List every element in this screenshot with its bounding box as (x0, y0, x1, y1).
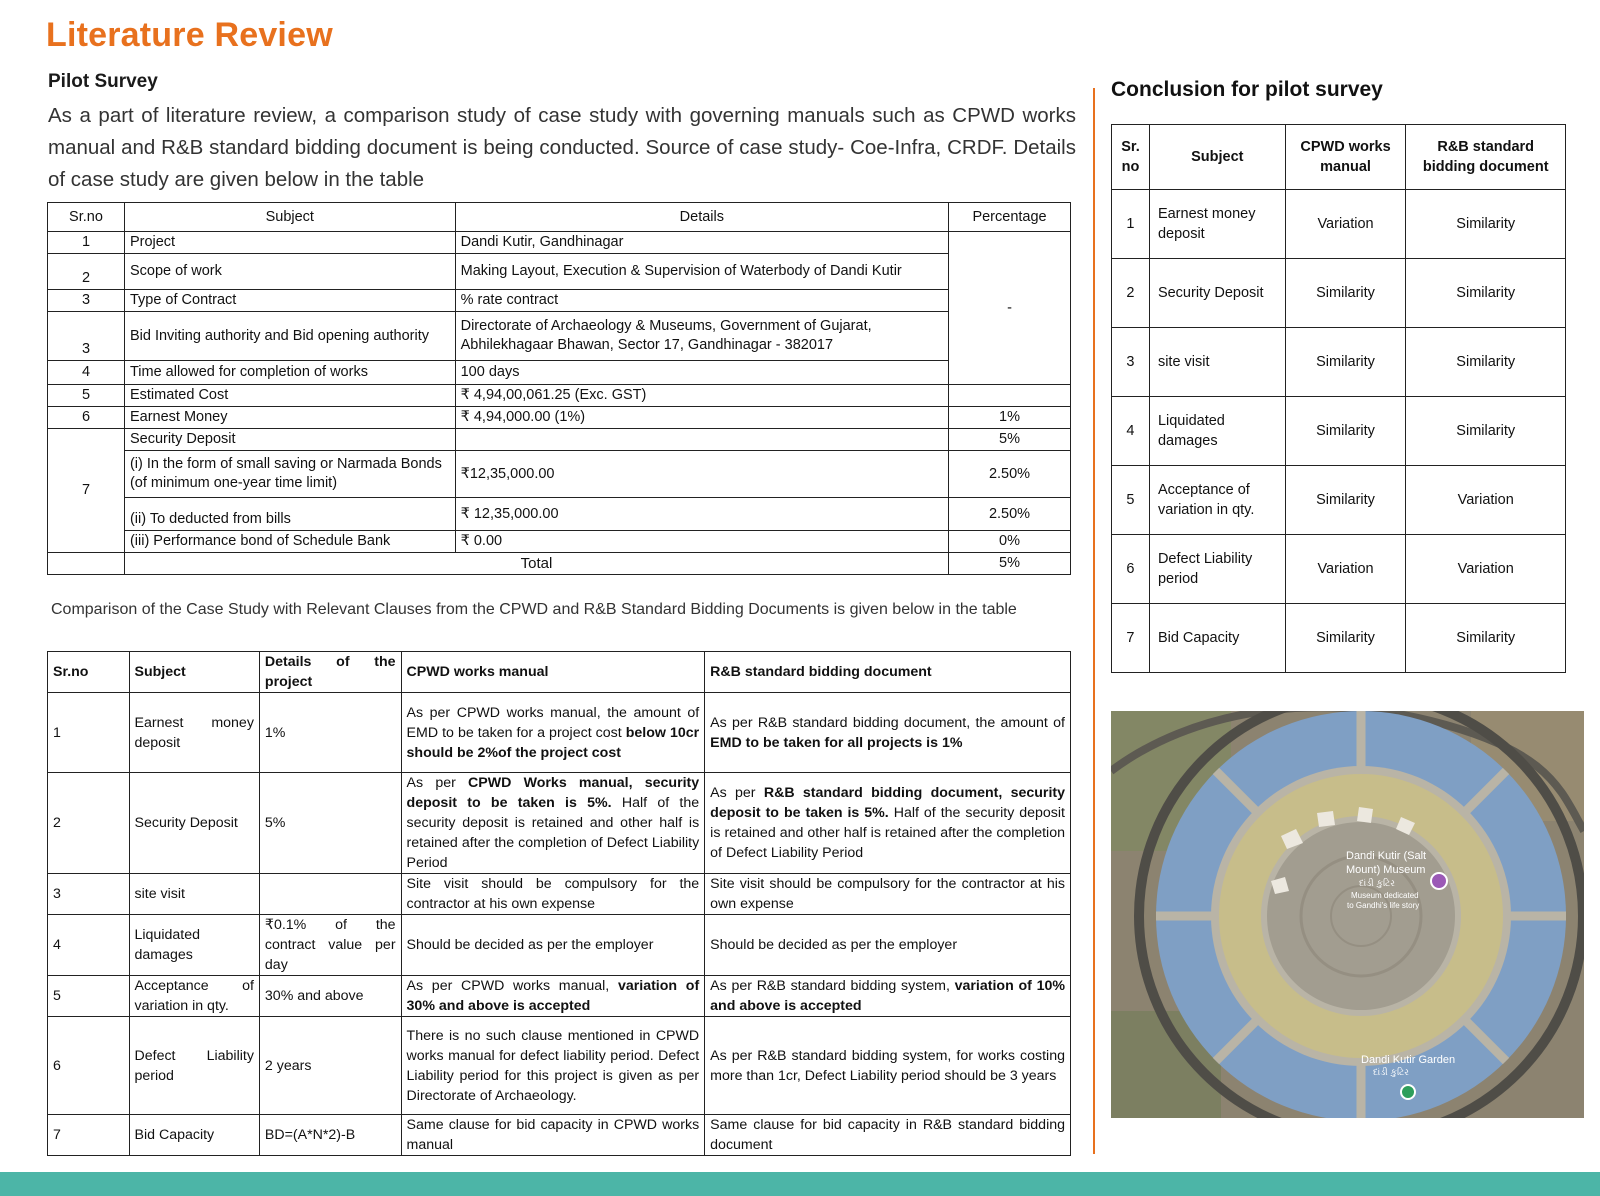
header-cell: R&B standard bidding document (705, 652, 1071, 693)
details-cell (455, 429, 948, 451)
table-row (48, 1115, 1071, 1156)
details-cell: ₹ 4,94,00,061.25 (Exc. GST) (455, 385, 948, 407)
map-image (1111, 711, 1584, 1118)
subject-cell: Scope of work (124, 254, 455, 290)
percentage-cell: 1% (949, 407, 1071, 429)
map-label: દાંડી કુટિર (1373, 1068, 1409, 1078)
sr-cell: 1 (48, 232, 125, 254)
percentage-cell (949, 385, 1071, 407)
map-label: Dandi Kutir Garden (1361, 1054, 1456, 1066)
table-row (48, 429, 1071, 451)
details-line: Abhilekhagaar Bhawan, Sector 17, Gandhinagar - 382017 (460, 337, 834, 353)
table-row (48, 312, 1071, 361)
subject-cell: Security Deposit (1149, 259, 1285, 328)
header-cell: Sr.no (48, 203, 125, 232)
sr-cell: 7 (1112, 604, 1150, 673)
comparison-table (47, 651, 1071, 1156)
subject-cell: Project (124, 232, 455, 254)
cpwd-text: Half of the security deposit is retained and other half is retained after the completion of Defect Liability Period (406, 795, 700, 871)
cpwd-cell: Variation (1285, 190, 1406, 259)
rb-cell: Should be decided as per the employer (705, 915, 1071, 976)
sr-cell: 4 (48, 915, 130, 976)
details-cell: 5% (259, 773, 401, 874)
rb-cell: Variation (1406, 535, 1566, 604)
subject-cell: Bid Capacity (1149, 604, 1285, 673)
header-cell: CPWD works manual (1285, 125, 1406, 190)
subject-cell: Estimated Cost (124, 385, 455, 407)
total-value: 5% (949, 553, 1071, 575)
details-cell: 30% and above (259, 976, 401, 1017)
total-row (48, 553, 1071, 575)
details-cell: Dandi Kutir, Gandhinagar (455, 232, 948, 254)
table-row (48, 976, 1071, 1017)
subject-line: (of minimum one-year time limit) (129, 475, 338, 491)
cpwd-cell: Similarity (1285, 259, 1406, 328)
cpwd-cell: Similarity (1285, 604, 1406, 673)
cpwd-text: As per CPWD works manual, the amount of EMD to be taken for a project cost (406, 704, 700, 741)
map-label: to Gandhi's life story (1347, 901, 1420, 910)
rb-cell: Site visit should be compulsory for the contractor at his own expense (705, 874, 1071, 915)
percentage-cell: 5% (949, 429, 1071, 451)
header-cell: Sr.no (48, 652, 130, 693)
subject-cell: Liquidated damages (129, 915, 259, 976)
cpwd-text: As per CPWD works manual, (406, 978, 618, 994)
table-row (48, 915, 1071, 976)
sr-cell: 5 (48, 976, 130, 1017)
museum-pin-icon[interactable] (1431, 873, 1447, 889)
rb-cell: Same clause for bid capacity in R&B standard bidding document (705, 1115, 1071, 1156)
total-label: Total (124, 553, 948, 575)
sr-cell: 3 (1112, 328, 1150, 397)
table-header-row (48, 652, 1071, 693)
satellite-map[interactable] (1111, 711, 1584, 1118)
sr-cell: 1 (1112, 190, 1150, 259)
table-row (48, 232, 1071, 254)
cpwd-emphasis: below 10cr should be 2%of the project cost (406, 724, 700, 761)
cpwd-text: As per (406, 775, 469, 791)
subject-cell: Acceptance of variation in qty. (1149, 466, 1285, 535)
percentage-cell: 2.50% (949, 498, 1071, 531)
header-cell: Details of the project (259, 652, 401, 693)
park-pin-icon[interactable] (1401, 1085, 1415, 1099)
cpwd-emphasis: variation of 30% and above is accepted (406, 978, 700, 1014)
subject-cell: Earnest money deposit (1149, 190, 1285, 259)
subject-cell: Earnest money deposit (129, 693, 259, 773)
table-row (48, 361, 1071, 385)
subject-cell: Earnest Money (124, 407, 455, 429)
rb-cell: Variation (1406, 466, 1566, 535)
map-label: Mount) Museum (1346, 864, 1426, 876)
table-row (48, 385, 1071, 407)
subject-cell: site visit (129, 874, 259, 915)
sr-cell: 5 (1112, 466, 1150, 535)
details-cell: 1% (259, 693, 401, 773)
table-row (1112, 190, 1566, 259)
sr-cell: 2 (1112, 259, 1150, 328)
details-cell: 2 years (259, 1017, 401, 1115)
percentage-cell: 0% (949, 531, 1071, 553)
table-row (1112, 328, 1566, 397)
sr-cell: 2 (48, 773, 130, 874)
cpwd-cell: Similarity (1285, 397, 1406, 466)
subject-cell: site visit (1149, 328, 1285, 397)
table-row (48, 773, 1071, 874)
rb-text: As per (710, 785, 764, 801)
details-cell: BD=(A*N*2)-B (259, 1115, 401, 1156)
details-cell: % rate contract (455, 290, 948, 312)
header-cell: Percentage (949, 203, 1071, 232)
conclusion-table (1111, 124, 1566, 673)
sr-cell: 4 (1112, 397, 1150, 466)
page-title: Literature Review (46, 16, 333, 54)
cpwd-cell: Variation (1285, 535, 1406, 604)
table-row (48, 254, 1071, 290)
comparison-caption: Comparison of the Case Study with Relevant Clauses from the CPWD and R&B Standard Bidding Documents is given below in the table (51, 601, 1017, 618)
rb-emphasis: EMD to be taken for all projects is 1% (710, 734, 963, 751)
sr-cell: 7 (48, 1115, 130, 1156)
cpwd-cell: Site visit should be compulsory for the contractor at his own expense (401, 874, 705, 915)
footer-bar (0, 1172, 1600, 1196)
table-header-row (48, 203, 1071, 232)
rb-text: Half of the security deposit is retained and other half is retained after the completion of Defect Liability Period (710, 805, 1065, 861)
details-cell: ₹0.1% of the contract value per day (259, 915, 401, 976)
cpwd-cell (401, 773, 705, 874)
rb-emphasis: variation of 10% and above is accepted (710, 978, 1065, 1014)
map-label: દાંડી કુટિર (1359, 879, 1395, 889)
percentage-cell: - (949, 232, 1071, 385)
sr-cell: 6 (1112, 535, 1150, 604)
rb-text: As per R&B standard bidding document, the amount of (710, 714, 1065, 731)
intro-paragraph: As a part of literature review, a comparison study of case study with governing manuals such as CPWD works manual and R&B standard bidding document is being conducted. Source of case study- Coe-Infra, CRDF. Details of case study are given below in the table (48, 104, 1076, 191)
subject-cell: Type of Contract (124, 290, 455, 312)
rb-cell (705, 773, 1071, 874)
header-cell: Details (455, 203, 948, 232)
table-row (48, 874, 1071, 915)
table-row (1112, 466, 1566, 535)
table-row (1112, 259, 1566, 328)
sr-cell: 3 (48, 874, 130, 915)
details-cell: 100 days (455, 361, 948, 385)
rb-cell: Similarity (1406, 190, 1566, 259)
subject-line: (i) In the form of small saving or Narmada Bonds (129, 456, 442, 472)
subject-cell: Bid Inviting authority and Bid opening authority (124, 312, 455, 361)
cpwd-cell: Similarity (1285, 466, 1406, 535)
subject-cell (124, 451, 455, 498)
sr-cell: 6 (48, 407, 125, 429)
rb-cell: Similarity (1406, 604, 1566, 673)
rb-cell: Similarity (1406, 397, 1566, 466)
rb-cell (705, 976, 1071, 1017)
subject-cell: Defect Liability period (1149, 535, 1285, 604)
cpwd-cell: Same clause for bid capacity in CPWD works manual (401, 1115, 705, 1156)
header-cell: CPWD works manual (401, 652, 705, 693)
header-cell: Sr. no (1112, 125, 1150, 190)
empty-cell (48, 553, 125, 575)
details-cell: ₹12,35,000.00 (455, 451, 948, 498)
subject-cell: Security Deposit (129, 773, 259, 874)
details-cell (455, 312, 948, 361)
table-row (48, 290, 1071, 312)
table-row (1112, 535, 1566, 604)
cpwd-cell (401, 693, 705, 773)
subject-cell: (iii) Performance bond of Schedule Bank (124, 531, 455, 553)
rb-cell: Similarity (1406, 328, 1566, 397)
cpwd-cell: There is no such clause mentioned in CPWD works manual for defect liability period. Defect Liability period for this project is given as per Directorate of Archaeology. (401, 1017, 705, 1115)
subject-cell: Security Deposit (124, 429, 455, 451)
sr-cell: 4 (48, 361, 125, 385)
rb-cell: As per R&B standard bidding system, for works costing more than 1cr, Defect Liability period should be 3 years (705, 1017, 1071, 1115)
header-cell: Subject (124, 203, 455, 232)
rb-text: As per R&B standard bidding system, (710, 978, 955, 994)
sr-cell: 2 (48, 254, 125, 290)
table-header-row (1112, 125, 1566, 190)
vertical-divider (1093, 88, 1095, 1154)
case-study-details-table (47, 202, 1071, 575)
rb-emphasis: R&B standard bidding document, security deposit to be taken is 5%. (710, 785, 1066, 821)
table-row (48, 1017, 1071, 1115)
cpwd-cell: Should be decided as per the employer (401, 915, 705, 976)
subject-cell: Acceptance of variation in qty. (129, 976, 259, 1017)
sr-cell: 3 (48, 312, 125, 361)
details-cell: ₹ 12,35,000.00 (455, 498, 948, 531)
table-row (48, 498, 1071, 531)
rb-cell (705, 693, 1071, 773)
header-cell: Subject (1149, 125, 1285, 190)
table-row (48, 451, 1071, 498)
details-cell (259, 874, 401, 915)
table-row (48, 531, 1071, 553)
subject-cell: Bid Capacity (129, 1115, 259, 1156)
table-row (1112, 397, 1566, 466)
details-cell: ₹ 0.00 (455, 531, 948, 553)
map-label: Dandi Kutir (Salt (1346, 850, 1427, 862)
conclusion-title: Conclusion for pilot survey (1111, 78, 1383, 101)
table-row (48, 693, 1071, 773)
section-subtitle: Pilot Survey (48, 71, 158, 92)
map-label: Museum dedicated (1351, 891, 1419, 900)
details-line: Directorate of Archaeology & Museums, Government of Gujarat, (460, 318, 872, 334)
subject-cell: (ii) To deducted from bills (124, 498, 455, 531)
details-cell: Making Layout, Execution & Supervision of Waterbody of Dandi Kutir (455, 254, 948, 290)
details-cell: ₹ 4,94,000.00 (1%) (455, 407, 948, 429)
header-cell: R&B standard bidding document (1406, 125, 1566, 190)
percentage-cell: 2.50% (949, 451, 1071, 498)
sr-cell: 3 (48, 290, 125, 312)
rb-cell: Similarity (1406, 259, 1566, 328)
table-row (48, 407, 1071, 429)
table-row (1112, 604, 1566, 673)
subject-cell: Defect Liability period (129, 1017, 259, 1115)
subject-cell: Liquidated damages (1149, 397, 1285, 466)
sr-cell: 1 (48, 693, 130, 773)
sr-cell: 5 (48, 385, 125, 407)
header-cell: Subject (129, 652, 259, 693)
sr-cell: 6 (48, 1017, 130, 1115)
subject-cell: Time allowed for completion of works (124, 361, 455, 385)
cpwd-emphasis: CPWD Works manual, security deposit to be taken is 5%. (406, 775, 700, 811)
sr-cell: 7 (48, 429, 125, 553)
cpwd-cell (401, 976, 705, 1017)
cpwd-cell: Similarity (1285, 328, 1406, 397)
